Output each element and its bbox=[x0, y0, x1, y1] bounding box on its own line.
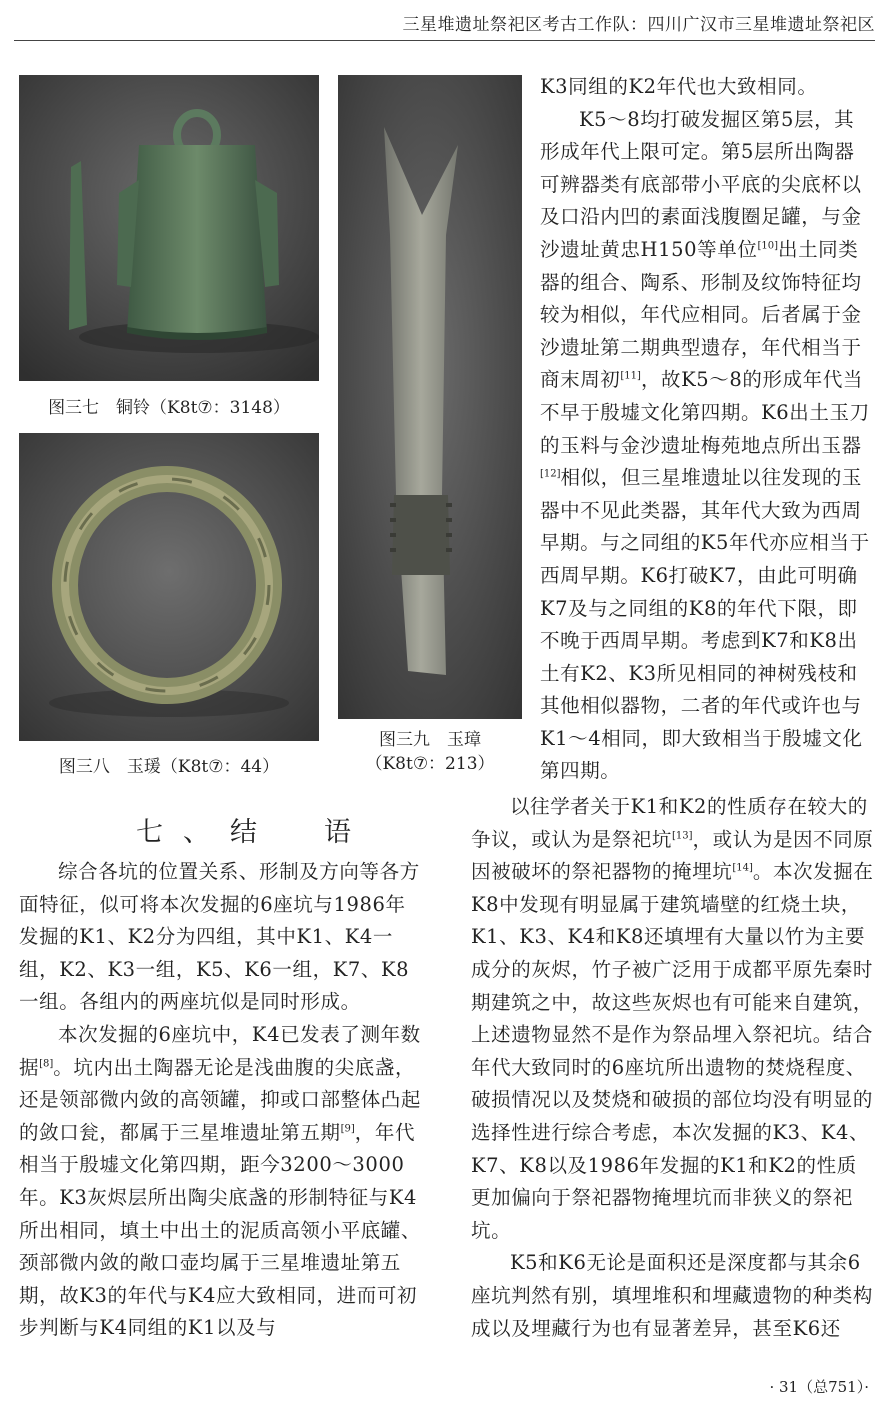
text-span: 出土同类器的组合、陶系、形制及纹饰特征均较为相似，年代应相同。后者属于金沙遗址第二期典型遗存，年代相当于商末周初 bbox=[540, 237, 862, 392]
text-span: ，或认为是因不同原因被破坏的祭祀器物的掩埋坑 bbox=[471, 827, 874, 884]
reference-9: [9] bbox=[340, 1123, 355, 1135]
jade-zhang-image bbox=[338, 75, 522, 719]
figure-37-photo bbox=[19, 75, 319, 381]
left-column bbox=[19, 856, 423, 1345]
figure-38-caption: 图三八 玉瑗（K8t⑦：44） bbox=[58, 757, 280, 777]
paragraph-grouping: 综合各坑的位置关系、形制及方向等各方面特征，似可将本次发掘的6座坑与1986年发掘的K1、K2分为四组，其中K1、K4一组，K2、K3一组，K5、K6一组，K7、K8一组。各组内的两座坑似是同时形成。 bbox=[19, 860, 420, 1014]
figure-38-photo bbox=[19, 433, 319, 741]
paragraph-k5-k8-dating bbox=[540, 104, 874, 788]
running-header: 三星堆遗址祭祀区考古工作队：四川广汉市三星堆遗址祭祀区 bbox=[402, 15, 875, 35]
page-number: · 31（总751）· bbox=[769, 1378, 869, 1396]
text-span: ，年代相当于殷墟文化第四期，距今3200～3000年。K3灰烬层所出陶尖底盏的形制特征与K4所出相同，填土中出土的泥质高领小平底罐、颈部微内敛的敞口壶均属于三星堆遗址第五期，故K3的年代与K4应大致相同，进而可初步判断与K4同组的K1以及与 bbox=[19, 1120, 422, 1340]
reference-13: [13] bbox=[672, 830, 693, 842]
text-span: 本次发掘的6座坑中，K4已发表了测年数据 bbox=[19, 1022, 421, 1079]
figure-39-caption-line2: （K8t⑦：213） bbox=[365, 754, 495, 774]
figure-39-photo bbox=[338, 75, 522, 719]
figure-37-caption: 图三七 铜铃（K8t⑦：3148） bbox=[48, 398, 290, 418]
section-heading: 七、结 语 bbox=[136, 817, 371, 848]
paragraph-k4-dating bbox=[19, 1019, 423, 1345]
reference-10: [10] bbox=[757, 240, 778, 252]
figure-39-caption-line1: 图三九 玉璋 bbox=[379, 730, 481, 750]
text-span: K5～8均打破发掘区第5层，其形成年代上限可定。第5层所出陶器可辨器类有底部带小平底的尖底杯以及口沿内凹的素面浅腹圈足罐，与金沙遗址黄忠H150等单位 bbox=[540, 107, 862, 261]
text-span: ，故K5～8的形成年代当不早于殷墟文化第四期。K6出土玉刀的玉料与金沙遗址梅苑地点所出玉器 bbox=[540, 368, 870, 457]
bronze-bell-image bbox=[19, 75, 319, 381]
paragraph-k5-k6: K5和K6无论是面积还是深度都与其余6座坑判然有别，填埋堆积和埋藏遗物的种类构成以及埋藏行为也有显著差异，甚至K6还 bbox=[471, 1251, 874, 1340]
reference-14: [14] bbox=[732, 862, 753, 874]
paragraph-pit-nature bbox=[471, 791, 875, 1247]
header-rule bbox=[14, 40, 875, 41]
right-column-top bbox=[540, 71, 874, 788]
text-span: 。本次发掘在K8中发现有明显属于建筑墙壁的红烧土块，K1、K3、K4和K8还填埋有大量以竹为主要成分的灰烬，竹子被广泛用于成都平原先秦时期建筑之中，故这些灰烬也有可能来自建筑，上述遗物显然不是作为祭品埋入祭祀坑。结合年代大致同时的6座坑所出遗物的焚烧程度、破损情况以及焚烧和破损的部位均没有明显的选择性进行综合考虑，本次发掘的K3、K4、K7、K8以及1986年发掘的K1和K2的性质更加偏向于祭祀器物掩埋坑而非狭义的祭祀坑。 bbox=[471, 860, 874, 1242]
text-span: 以往学者关于K1和K2的性质存在较大的争议，或认为是祭祀坑 bbox=[471, 795, 868, 851]
jade-ring-image bbox=[19, 433, 319, 741]
right-column-bottom bbox=[471, 791, 875, 1345]
text-span: 相似，但三星堆遗址以往发现的玉器中不见此类器，其年代大致为西周早期。与之同组的K5年代亦应相当于西周早期。K6打破K7，由此可明确K7及与之同组的K8的年代下限，即不晚于西周早期。考虑到K7和K8出土有K2、K3所见相同的神树残枝和其他相似器物，二者的年代或许也与K1～4相同，即大致相当于殷墟文化第四期。 bbox=[540, 466, 870, 783]
reference-11: [11] bbox=[620, 370, 641, 382]
paragraph-k3-k2: K3同组的K2年代也大致相同。 bbox=[540, 75, 818, 98]
reference-12: [12] bbox=[540, 468, 561, 480]
text-span: 。坑内出土陶器无论是浅曲腹的尖底盏，还是领部微内敛的高领罐，抑或口部整体凸起的敛口瓮，都属于三星堆遗址第五期 bbox=[19, 1055, 422, 1144]
figure-39-caption bbox=[338, 728, 522, 776]
reference-8: [8] bbox=[39, 1058, 54, 1070]
